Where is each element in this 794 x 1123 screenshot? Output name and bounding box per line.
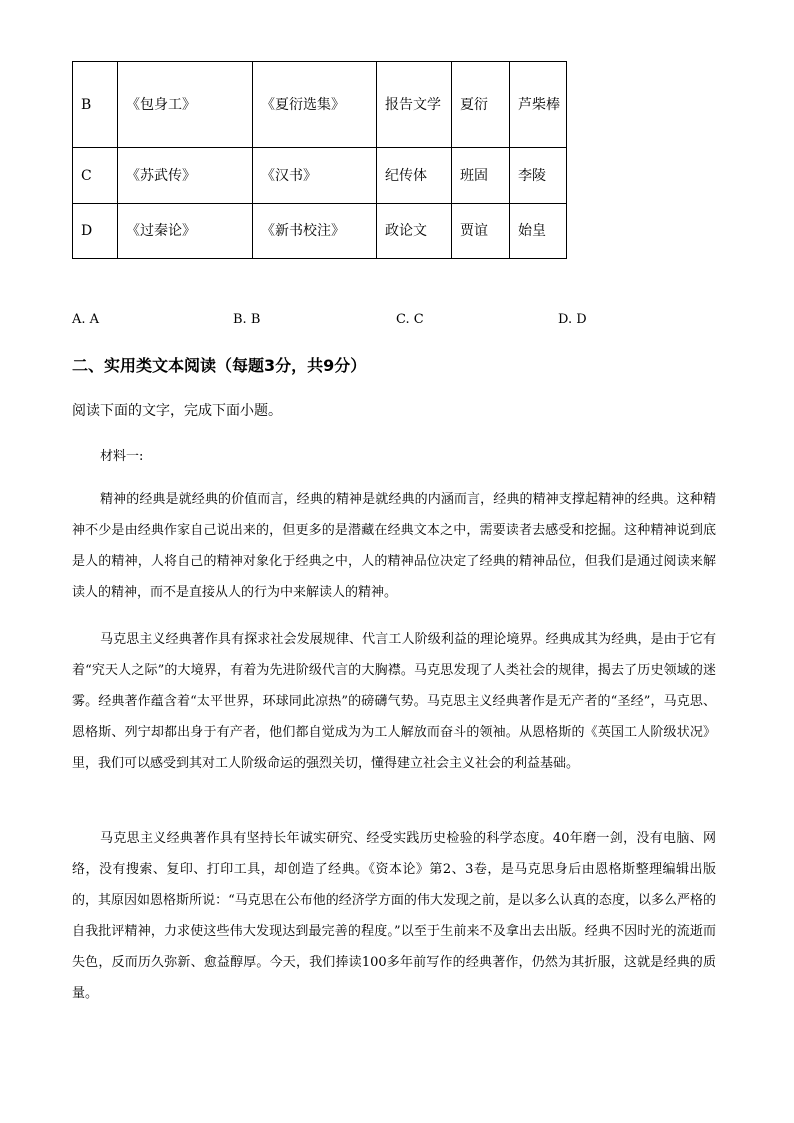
option-b[interactable]: B. B bbox=[233, 312, 261, 327]
genre: 政论文 bbox=[377, 204, 452, 259]
answer-table bbox=[72, 61, 567, 259]
work-title: 《包身工》 bbox=[118, 62, 253, 148]
option-d[interactable]: D. D bbox=[558, 312, 587, 327]
person: 芦柴棒 bbox=[510, 62, 567, 148]
option-c[interactable]: C. C bbox=[396, 312, 424, 327]
table-row bbox=[73, 148, 567, 204]
person: 李陵 bbox=[510, 148, 567, 204]
paragraph: 精神的经典是就经典的价值而言，经典的精神是就经典的内涵而言，经典的精神支撑起精神的经典。这种精神不少是由经典作家自己说出来的，但更多的是潜藏在经典文本之中，需要读者去感受和挖掘。这种精神说到底是人的精神，人将自己的精神对象化于经典之中，人的精神品位决定了经典的精神品位，但我们是通过阅读来解读人的精神，而不是直接从人的行为中来解读人的精神。 bbox=[72, 492, 716, 600]
author: 夏衍 bbox=[452, 62, 510, 148]
option-a[interactable]: A. A bbox=[72, 312, 100, 327]
paragraph: 马克思主义经典著作具有坚持长年诚实研究、经受实践历史检验的科学态度。40年磨一剑，没有电脑、网络，没有搜索、复印、打印工具，却创造了经典。《资本论》第2、3卷，是马克思身后由恩格斯整理编辑出版的，其原因如恩格斯所说：“马克思在公布他的经济学方面的伟大发现之前，是以多么认真的态度，以多么严格的自我批评精神，力求使这些伟大发现达到最完善的程度。”以至于生前来不及拿出去出版。经典不因时光的流逝而失色，反而历久弥新、愈益醇厚。今天，我们捧读100多年前写作的经典著作，仍然为其折服，这就是经典的质量。 bbox=[72, 831, 716, 1001]
author: 贾谊 bbox=[452, 204, 510, 259]
section-title: 二、实用类文本阅读（每题3分，共9分） bbox=[72, 356, 367, 375]
work-title: 《苏武传》 bbox=[118, 148, 253, 204]
paragraph: 马克思主义经典著作具有探求社会发展规律、代言工人阶级利益的理论境界。经典成其为经典，是由于它有着“究天人之际”的大境界，有着为先进阶级代言的大胸襟。马克思发现了人类社会的规律，揭去了历史领域的迷雾。经典著作蕴含着“太平世界，环球同此凉热”的磅礴气势。马克思主义经典著作是无产者的“圣经”，马克思、恩格斯、列宁却都出身于有产者，他们都自觉成为为工人解放而奋斗的领袖。从恩格斯的《英国工人阶级状况》里，我们可以感受到其对工人阶级命运的强烈关切，懂得建立社会主义社会的利益基础。 bbox=[72, 632, 716, 771]
author: 班固 bbox=[452, 148, 510, 204]
option-letter: B bbox=[73, 62, 118, 148]
instruction: 阅读下面的文字，完成下面小题。 bbox=[72, 403, 282, 419]
table-row bbox=[73, 62, 567, 148]
option-letter: C bbox=[73, 148, 118, 204]
work-title: 《过秦论》 bbox=[118, 204, 253, 259]
table-row bbox=[73, 204, 567, 259]
collection-title: 《夏衍选集》 bbox=[253, 62, 377, 148]
collection-title: 《新书校注》 bbox=[253, 204, 377, 259]
person: 始皇 bbox=[510, 204, 567, 259]
option-letter: D bbox=[73, 204, 118, 259]
genre: 报告文学 bbox=[377, 62, 452, 148]
collection-title: 《汉书》 bbox=[253, 148, 377, 204]
genre: 纪传体 bbox=[377, 148, 452, 204]
material-label: 材料一: bbox=[100, 449, 144, 464]
